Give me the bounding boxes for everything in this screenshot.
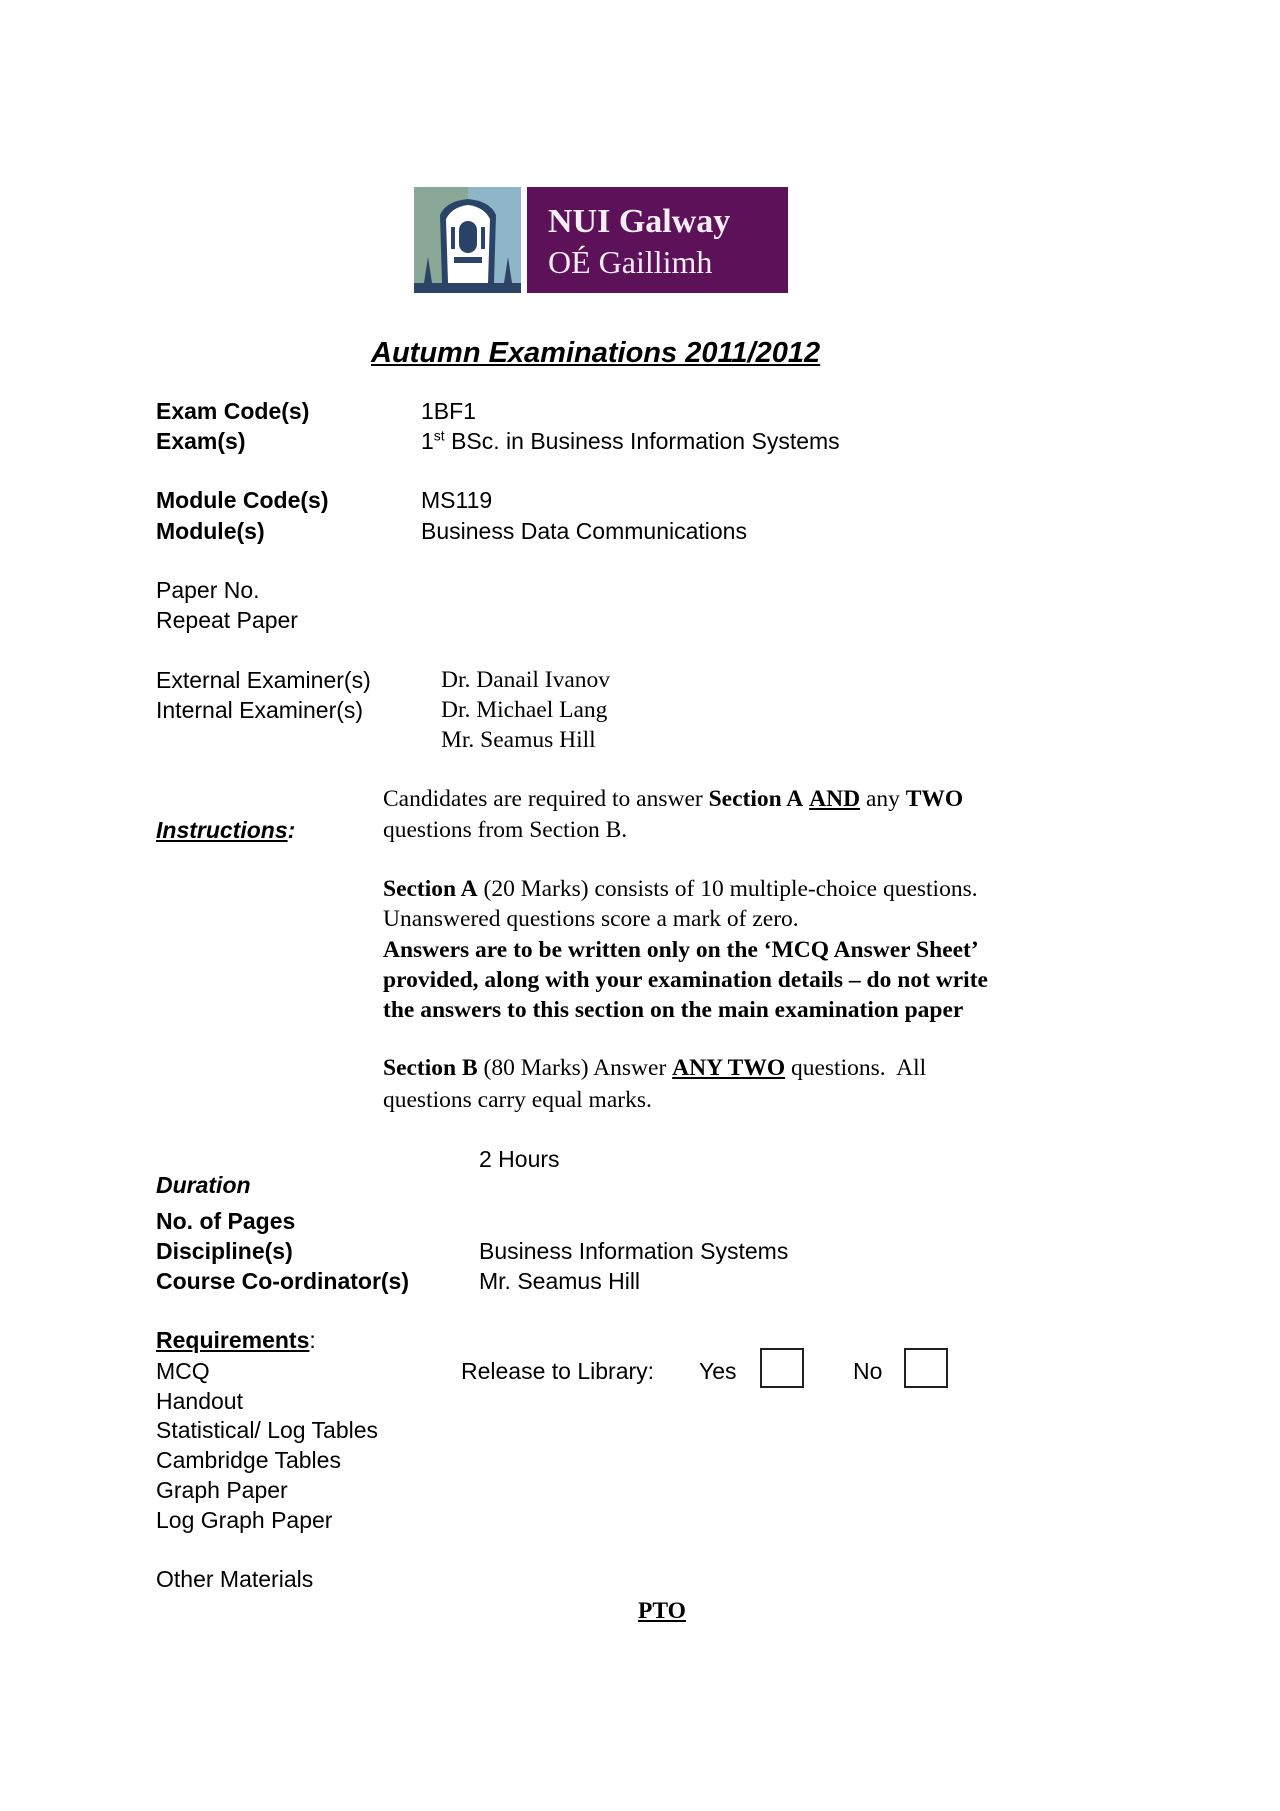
requirement-item: MCQ [156,1358,210,1384]
requirement-item: Handout [156,1388,243,1414]
modules-value: Business Data Communications [421,518,747,544]
coordinator-value: Mr. Seamus Hill [479,1268,641,1294]
internal-examiner-label: Internal Examiner(s) [156,697,364,723]
module-codes-label: Module Code(s) [156,487,329,513]
exams-label: Exam(s) [156,428,246,454]
requirements-label: Requirements: [156,1327,316,1353]
no-of-pages-label: No. of Pages [156,1208,296,1234]
pto-label: PTO [638,1598,686,1624]
release-yes-checkbox[interactable] [760,1348,804,1388]
instructions-p1-line2: questions from Section B. [383,817,628,843]
release-yes-label: Yes [699,1358,737,1384]
coordinator-label: Course Co-ordinator(s) [156,1268,409,1294]
svg-text:OÉ Gaillimh: OÉ Gaillimh [548,244,713,280]
discipline-label: Discipline(s) [156,1238,293,1264]
exams-value [421,428,840,454]
internal-examiner-2: Mr. Seamus Hill [441,727,596,753]
instructions-p3-line1: Section B (80 Marks) Answer ANY TWO questions. All [383,1055,927,1081]
release-no-checkbox[interactable] [904,1348,948,1388]
svg-text:NUI Galway: NUI Galway [548,203,731,240]
external-examiner-value: Dr. Danail Ivanov [441,667,611,693]
requirement-item: Cambridge Tables [156,1447,341,1473]
instructions-p2-line2: Unanswered questions score a mark of zero. [383,906,799,932]
discipline-value: Business Information Systems [479,1238,789,1264]
instructions-p2-line1: Section A (20 Marks) consists of 10 multiple-choice questions. [383,876,978,902]
requirement-item: Graph Paper [156,1477,288,1503]
nui-galway-logo [414,187,788,293]
instructions-label: Instructions: [156,817,296,843]
release-to-library-label: Release to Library: [461,1358,655,1384]
modules-label: Module(s) [156,518,265,544]
exam-codes-label: Exam Code(s) [156,398,310,424]
internal-examiner-1: Dr. Michael Lang [441,697,608,723]
duration-value: 2 Hours [479,1146,560,1172]
instructions-p1-line1: Candidates are required to answer Section A AND any TWO [383,786,964,812]
exam-codes-value: 1BF1 [421,398,476,424]
module-codes-value: MS119 [421,487,493,513]
requirement-item: Log Graph Paper [156,1507,333,1533]
exams-value-num: 1 [421,428,434,454]
exams-value-sup: st [433,427,445,444]
instructions-p2-bold-1: Answers are to be written only on the ‘MCQ Answer Sheet’ [383,937,979,963]
instructions-p2-bold-3: the answers to this section on the main examination paper [383,997,964,1023]
repeat-paper-label: Repeat Paper [156,607,298,633]
release-no-label: No [853,1358,883,1384]
instructions-p2-bold-2: provided, along with your examination details – do not write [383,967,988,993]
instructions-p3-line2: questions carry equal marks. [383,1087,652,1113]
requirement-item: Statistical/ Log Tables [156,1417,379,1443]
paper-no-label: Paper No. [156,577,260,603]
exams-value-rest: BSc. in Business Information Systems [444,428,840,454]
duration-label: Duration [156,1172,251,1198]
external-examiner-label: External Examiner(s) [156,667,371,693]
university-tower-logo-icon [414,187,788,293]
page-title: Autumn Examinations 2011/2012 [371,337,821,369]
other-materials-label: Other Materials [156,1566,314,1592]
